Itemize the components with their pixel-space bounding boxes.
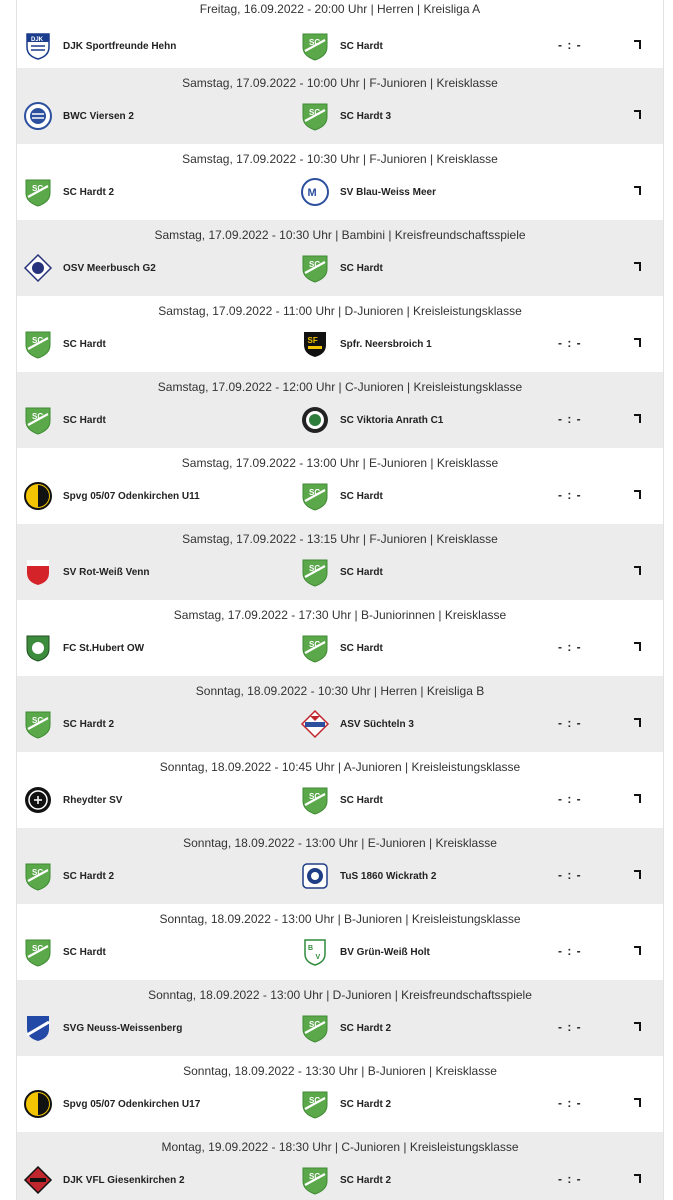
home-team-name: SVG Neuss-Weissenberg: [63, 1022, 183, 1034]
away-team-name: ASV Süchteln 3: [340, 718, 414, 730]
match-meta: Samstag, 17.09.2022 - 11:00 Uhr | D-Junioren | Kreisleistungsklasse: [158, 304, 522, 318]
svg-text:SC: SC: [309, 488, 321, 497]
osv-meerbusch-crest-icon: [23, 253, 53, 283]
djk-hehn-crest-icon: [23, 31, 53, 61]
match-meta: Samstag, 17.09.2022 - 12:00 Uhr | C-Junioren | Kreisleistungsklasse: [157, 380, 523, 394]
home-team-name: BWC Viersen 2: [63, 110, 134, 122]
away-team[interactable]: [300, 481, 383, 511]
match-meta: Sonntag, 18.09.2022 - 10:45 Uhr | A-Junioren | Kreisleistungsklasse: [159, 760, 521, 774]
sc-hardt-crest-icon: [23, 709, 53, 739]
match-meta: Sonntag, 18.09.2022 - 13:00 Uhr | E-Junioren | Kreisklasse: [183, 836, 497, 850]
svg-text:SC: SC: [32, 716, 44, 725]
away-team-name: SC Hardt 2: [340, 1098, 392, 1110]
svg-text:SC: SC: [309, 108, 321, 117]
home-team-name: SC Hardt 2: [63, 870, 115, 882]
away-team-name: SC Viktoria Anrath C1: [340, 414, 444, 426]
home-team[interactable]: [23, 177, 114, 207]
match-meta: Samstag, 17.09.2022 - 10:00 Uhr | F-Junioren | Kreisklasse: [182, 76, 498, 90]
match-row[interactable]: [17, 372, 663, 448]
home-team[interactable]: [23, 101, 134, 131]
match-meta: Samstag, 17.09.2022 - 10:30 Uhr | F-Junioren | Kreisklasse: [182, 152, 498, 166]
match-score: - : -: [558, 488, 582, 502]
match-details-icon[interactable]: [634, 40, 641, 49]
match-details-icon[interactable]: [634, 262, 641, 271]
match-meta: Samstag, 17.09.2022 - 10:30 Uhr | Bambini | Kreisfreundschaftsspiele: [154, 228, 526, 242]
svg-text:SC: SC: [309, 1096, 321, 1105]
away-team-name: Spfr. Neersbroich 1: [340, 338, 432, 350]
home-team[interactable]: [23, 253, 156, 283]
svg-text:M: M: [307, 187, 317, 199]
away-team[interactable]: [300, 101, 391, 131]
match-row[interactable]: [17, 144, 663, 220]
home-team[interactable]: [23, 1165, 185, 1195]
match-list: [16, 0, 664, 1200]
svg-text:SC: SC: [309, 792, 321, 801]
sc-hardt-crest-icon: [300, 253, 330, 283]
home-team[interactable]: [23, 557, 150, 587]
match-row[interactable]: [17, 220, 663, 296]
match-meta: Sonntag, 18.09.2022 - 13:00 Uhr | D-Junioren | Kreisfreundschaftsspiele: [148, 988, 532, 1002]
viktoria-anrath-crest-icon: [300, 405, 330, 435]
home-team-name: DJK Sportfreunde Hehn: [63, 40, 177, 52]
neersbroich-crest-icon: [300, 329, 330, 359]
match-score: - : -: [558, 944, 582, 958]
rheydter-sv-crest-icon: [23, 785, 53, 815]
match-score: - : -: [558, 412, 582, 426]
sc-hardt-crest-icon: [300, 633, 330, 663]
away-team-name: SC Hardt 3: [340, 110, 392, 122]
match-meta: Samstag, 17.09.2022 - 17:30 Uhr | B-Juniorinnen | Kreisklasse: [173, 608, 507, 622]
match-meta: Montag, 19.09.2022 - 18:30 Uhr | C-Junioren | Kreisleistungsklasse: [161, 1140, 519, 1154]
away-team-name: BV Grün-Weiß Holt: [340, 946, 430, 958]
svg-text:SC: SC: [32, 868, 44, 877]
match-details-icon[interactable]: [634, 794, 641, 803]
match-details-icon[interactable]: [634, 186, 641, 195]
match-row[interactable]: [17, 980, 663, 1056]
svg-text:SF: SF: [307, 336, 318, 345]
odenkirchen-crest-icon: [23, 1089, 53, 1119]
svg-text:SC: SC: [309, 38, 321, 47]
svg-text:SC: SC: [309, 640, 321, 649]
sc-hardt-crest-icon: [300, 101, 330, 131]
home-team-name: DJK VFL Giesenkirchen 2: [63, 1174, 185, 1186]
sc-hardt-crest-icon: [300, 1013, 330, 1043]
svg-text:V: V: [315, 954, 321, 961]
match-row[interactable]: [17, 0, 663, 68]
home-team-name: FC St.Hubert OW: [63, 642, 145, 654]
home-team-name: SC Hardt 2: [63, 186, 115, 198]
match-row[interactable]: [17, 68, 663, 144]
match-details-icon[interactable]: [634, 1174, 641, 1183]
home-team[interactable]: [23, 1013, 182, 1043]
giesenkirchen-crest-icon: [23, 1165, 53, 1195]
away-team-name: SC Hardt 2: [340, 1022, 392, 1034]
home-team-name: SC Hardt: [63, 414, 106, 426]
match-details-icon[interactable]: [634, 566, 641, 575]
match-score: - : -: [558, 1020, 582, 1034]
away-team[interactable]: [300, 861, 436, 891]
home-team-name: SC Hardt 2: [63, 718, 115, 730]
match-meta: Sonntag, 18.09.2022 - 13:30 Uhr | B-Junioren | Kreisklasse: [183, 1064, 497, 1078]
match-row[interactable]: [17, 904, 663, 980]
svg-text:SC: SC: [309, 260, 321, 269]
match-row[interactable]: [17, 1056, 663, 1132]
sc-hardt-crest-icon: [300, 1165, 330, 1195]
match-details-icon[interactable]: [634, 718, 641, 727]
away-team[interactable]: [300, 31, 383, 61]
sc-hardt-crest-icon: [300, 31, 330, 61]
match-details-icon[interactable]: [634, 110, 641, 119]
match-score: - : -: [558, 1172, 582, 1186]
home-team[interactable]: [23, 633, 144, 663]
match-row[interactable]: [17, 828, 663, 904]
svg-text:SC: SC: [32, 944, 44, 953]
match-row[interactable]: [17, 296, 663, 372]
away-team-name: SC Hardt: [340, 262, 383, 274]
home-team[interactable]: [23, 329, 106, 359]
sv-meer-crest-icon: [300, 177, 330, 207]
svg-text:B: B: [308, 945, 314, 952]
asv-suechteln-crest-icon: [300, 709, 330, 739]
home-team[interactable]: [23, 405, 106, 435]
match-score: - : -: [558, 640, 582, 654]
sc-hardt-crest-icon: [23, 937, 53, 967]
home-team[interactable]: [23, 481, 200, 511]
match-row[interactable]: [17, 448, 663, 524]
sc-hardt-crest-icon: [23, 861, 53, 891]
home-team[interactable]: [23, 861, 114, 891]
match-row[interactable]: [17, 752, 663, 828]
home-team-name: OSV Meerbusch G2: [63, 262, 156, 274]
away-team-name: TuS 1860 Wickrath 2: [340, 870, 437, 882]
svg-text:SC: SC: [309, 1020, 321, 1029]
bwc-viersen-crest-icon: [23, 101, 53, 131]
match-row[interactable]: [17, 1132, 663, 1200]
home-team[interactable]: [23, 937, 106, 967]
match-row[interactable]: [17, 676, 663, 752]
away-team[interactable]: [300, 633, 383, 663]
away-team[interactable]: [300, 253, 383, 283]
svg-text:DJK: DJK: [31, 37, 44, 43]
match-meta: Samstag, 17.09.2022 - 13:15 Uhr | F-Junioren | Kreisklasse: [182, 532, 498, 546]
away-team[interactable]: [300, 329, 432, 359]
home-team[interactable]: [23, 1089, 200, 1119]
sc-hardt-crest-icon: [300, 785, 330, 815]
sc-hardt-crest-icon: [23, 329, 53, 359]
svg-text:SC: SC: [32, 336, 44, 345]
svg-neuss-crest-icon: [23, 1013, 53, 1043]
match-details-icon[interactable]: [634, 642, 641, 651]
home-team[interactable]: [23, 785, 122, 815]
away-team[interactable]: [300, 785, 383, 815]
home-team-name: SC Hardt: [63, 338, 106, 350]
away-team-name: SC Hardt: [340, 642, 383, 654]
match-meta: Sonntag, 18.09.2022 - 10:30 Uhr | Herren | Kreisliga B: [195, 684, 485, 698]
match-details-icon[interactable]: [634, 1022, 641, 1031]
away-team[interactable]: [300, 405, 443, 435]
match-score: - : -: [558, 38, 582, 52]
bv-holt-crest-icon: [300, 937, 330, 967]
home-team[interactable]: [23, 31, 176, 61]
match-meta: Samstag, 17.09.2022 - 13:00 Uhr | E-Junioren | Kreisklasse: [181, 456, 499, 470]
away-team-name: SC Hardt: [340, 794, 383, 806]
match-details-icon[interactable]: [634, 1098, 641, 1107]
away-team-name: SC Hardt: [340, 40, 383, 52]
home-team[interactable]: [23, 709, 114, 739]
svg-text:SC: SC: [309, 564, 321, 573]
match-details-icon[interactable]: [634, 338, 641, 347]
away-team[interactable]: [300, 557, 383, 587]
sc-hardt-crest-icon: [23, 177, 53, 207]
match-details-icon[interactable]: [634, 414, 641, 423]
match-meta: Freitag, 16.09.2022 - 20:00 Uhr | Herren | Kreisliga A: [199, 2, 481, 16]
rw-venn-crest-icon: [23, 557, 53, 587]
sc-hardt-crest-icon: [300, 1089, 330, 1119]
st-hubert-crest-icon: [23, 633, 53, 663]
away-team-name: SC Hardt: [340, 490, 383, 502]
svg-text:SC: SC: [309, 1172, 321, 1181]
match-details-icon[interactable]: [634, 490, 641, 499]
svg-text:SC: SC: [32, 184, 44, 193]
match-details-icon[interactable]: [634, 946, 641, 955]
away-team[interactable]: [300, 177, 436, 207]
tus-wickrath-crest-icon: [300, 861, 330, 891]
match-score: - : -: [558, 868, 582, 882]
home-team-name: Spvg 05/07 Odenkirchen U11: [63, 490, 200, 502]
match-score: - : -: [558, 716, 582, 730]
home-team-name: Rheydter SV: [63, 794, 123, 806]
match-row[interactable]: [17, 600, 663, 676]
away-team-name: SV Blau-Weiss Meer: [340, 186, 436, 198]
match-score: - : -: [558, 336, 582, 350]
svg-text:SC: SC: [32, 412, 44, 421]
match-details-icon[interactable]: [634, 870, 641, 879]
odenkirchen-crest-icon: [23, 481, 53, 511]
sc-hardt-crest-icon: [23, 405, 53, 435]
home-team-name: SV Rot-Weiß Venn: [63, 566, 150, 578]
away-team-name: SC Hardt 2: [340, 1174, 392, 1186]
sc-hardt-crest-icon: [300, 481, 330, 511]
away-team[interactable]: [300, 1165, 391, 1195]
match-score: - : -: [558, 1096, 582, 1110]
sc-hardt-crest-icon: [300, 557, 330, 587]
away-team[interactable]: [300, 937, 430, 967]
match-score: - : -: [558, 792, 582, 806]
match-meta: Sonntag, 18.09.2022 - 13:00 Uhr | B-Junioren | Kreisleistungsklasse: [159, 912, 521, 926]
home-team-name: SC Hardt: [63, 946, 106, 958]
home-team-name: Spvg 05/07 Odenkirchen U17: [63, 1098, 201, 1110]
away-team[interactable]: [300, 1089, 391, 1119]
match-row[interactable]: [17, 524, 663, 600]
away-team[interactable]: [300, 709, 414, 739]
away-team-name: SC Hardt: [340, 566, 383, 578]
away-team[interactable]: [300, 1013, 391, 1043]
